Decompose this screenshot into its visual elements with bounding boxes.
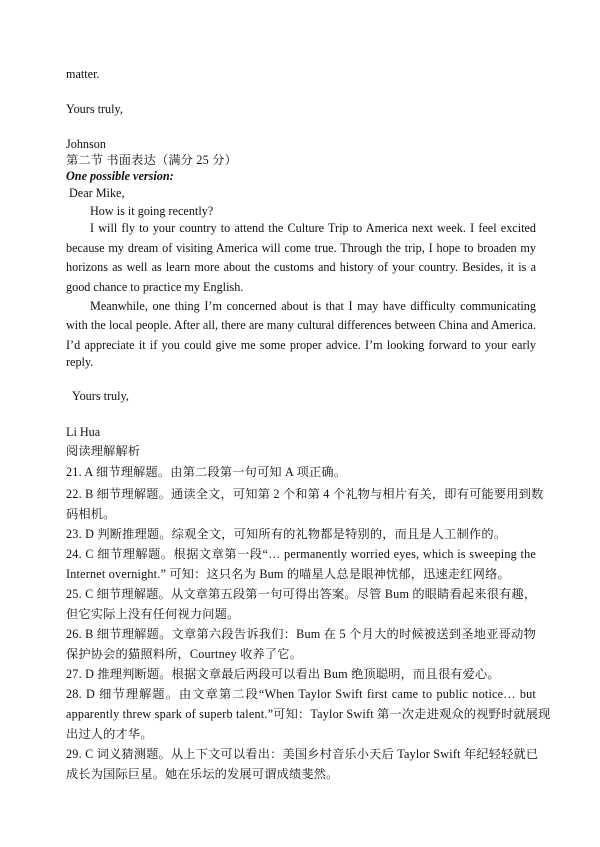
letter-closing-line: matter. bbox=[66, 67, 100, 81]
analysis-line: 26. B 细节理解题。文章第六段告诉我们：Bum 在 5 个月大的时候被送到圣地亚哥动物 bbox=[66, 627, 536, 641]
sample-line: I will fly to your country to attend the Culture Trip to America next week. I feel excited bbox=[90, 221, 536, 235]
sample-line: horizons as well as learn more about the customs and history of your country. Besides, it is a bbox=[66, 260, 536, 274]
sample-signature: Li Hua bbox=[66, 425, 101, 439]
analysis-heading: 阅读理解解析 bbox=[66, 444, 141, 458]
analysis-line: 24. C 细节理解题。根据文章第一段“… permanently worried eyes, which is sweeping the bbox=[66, 547, 536, 561]
analysis-line: 但它实际上没有任何视力问题。 bbox=[66, 607, 240, 621]
analysis-line: Internet overnight.” 可知：这只名为 Bum 的喵星人总是眼神忧郁，迅速走红网络。 bbox=[66, 567, 510, 581]
analysis-line: 保护协会的猫照料所，Courtney 收养了它。 bbox=[66, 647, 303, 661]
analysis-line: 22. B 细节理解题。通读全文，可知第 2 个和第 4 个礼物与相片有关，即有可能要用到数 bbox=[66, 487, 544, 501]
sample-label: One possible version: bbox=[66, 169, 174, 183]
analysis-line: 21. A 细节理解题。由第二段第一句可知 A 项正确。 bbox=[66, 465, 347, 479]
sample-greeting: Dear Mike, bbox=[69, 186, 125, 200]
sample-line: with the local people. After all, there are many cultural differences between China and America. bbox=[66, 318, 536, 332]
analysis-line: 29. C 词义猜测题。从上下文可以看出：美国乡村音乐小天后 Taylor Swift 年纪轻轻就已 bbox=[66, 747, 539, 761]
letter-signature: Johnson bbox=[66, 137, 106, 151]
analysis-line: 码相机。 bbox=[66, 507, 116, 521]
sample-line: reply. bbox=[66, 355, 94, 369]
analysis-line: 出过人的才华。 bbox=[66, 727, 153, 741]
section-heading: 第二节 书面表达（满分 25 分） bbox=[66, 153, 237, 167]
analysis-line: 成长为国际巨星。她在乐坛的发展可谓成绩斐然。 bbox=[66, 767, 339, 781]
sample-line: I’d appreciate it if you could give me some proper advice. I’m looking forward to your early bbox=[66, 338, 536, 352]
sample-line: good chance to practice my English. bbox=[66, 280, 244, 294]
sample-sign-off: Yours truly, bbox=[72, 389, 129, 403]
analysis-line: apparently threw spark of superb talent.”可知：Taylor Swift 第一次走进观众的视野时就展现 bbox=[66, 707, 551, 721]
letter-sign-off: Yours truly, bbox=[66, 102, 123, 116]
analysis-line: 28. D 细节理解题。由文章第二段“When Taylor Swift first came to public notice… but bbox=[66, 687, 536, 701]
analysis-line: 23. D 判断推理题。综观全文，可知所有的礼物都是特别的，而且是人工制作的。 bbox=[66, 527, 507, 541]
analysis-line: 27. D 推理判断题。根据文章最后两段可以看出 Bum 绝顶聪明，而且很有爱心。 bbox=[66, 667, 500, 681]
sample-line: Meanwhile, one thing I’m concerned about is that I may have difficulty communicating bbox=[90, 299, 536, 313]
analysis-line: 25. C 细节理解题。从文章第五段第一句可得出答案。尽管 Bum 的眼睛看起来很有趣， bbox=[66, 587, 537, 601]
sample-line: because my dream of visiting America will come true. Through the trip, I hope to broaden my bbox=[66, 241, 536, 255]
sample-line: How is it going recently? bbox=[90, 204, 214, 218]
